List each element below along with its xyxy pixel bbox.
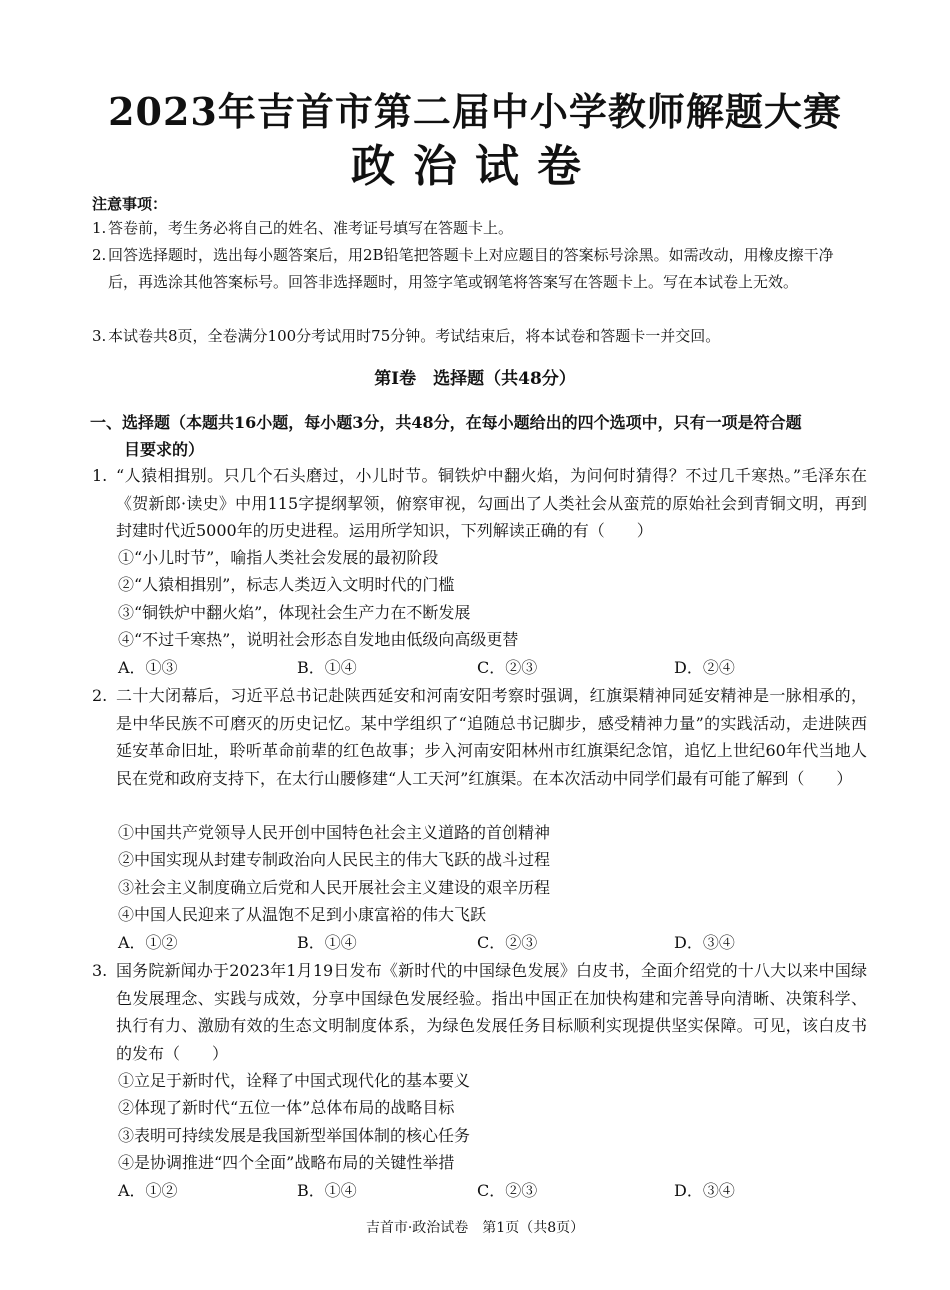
statement-option: ③社会主义制度确立后党和人民开展社会主义建设的艰辛历程 xyxy=(118,878,551,897)
question-stem: 二十大闭幕后，习近平总书记赴陕西延安和河南安阳考察时强调，红旗渠精神同延安精神是一脉相承的，是中华民族不可磨灭的历史记忆。某中学组织了“追随总书记脚步，感受精神力量”的实践活动，走进陕西延安革命旧址，聆听革命前辈的红色故事；步入河南安阳林州市红旗渠纪念馆，追忆上世纪60年代当地人民在党和政府支持下，在太行山腰修建“人工天河”红旗渠。在本次活动中同学们最有可能了解到（ ） xyxy=(116,686,867,788)
choice-d: D．③④ xyxy=(674,1181,735,1200)
statement-option: ①立足于新时代，诠释了中国式现代化的基本要义 xyxy=(118,1071,471,1090)
choice-a: A．①② xyxy=(118,1181,178,1200)
exam-title: 2023年吉首市第二届中小学教师解题大赛 xyxy=(108,89,842,134)
choice-c: C．②③ xyxy=(477,658,538,677)
question-1 xyxy=(92,462,867,545)
choice-b: B．①④ xyxy=(297,1181,357,1200)
page-footer: 吉首市·政治试卷 第1页（共8页） xyxy=(365,1220,585,1236)
note-text: 本试卷共8页，全卷满分100分考试用时75分钟。考试结束后，将本试卷和答题卡一并交回。 xyxy=(108,327,721,345)
choice-a: A．①③ xyxy=(118,658,178,677)
note-item xyxy=(92,215,862,242)
question-3 xyxy=(92,957,867,1067)
statement-option: ④“不过千寒热”，说明社会形态自发地由低级向高级更替 xyxy=(118,630,519,649)
note-item xyxy=(92,242,862,296)
note-number: 1. xyxy=(92,219,107,237)
statement-option: ③表明可持续发展是我国新型举国体制的核心任务 xyxy=(118,1126,471,1145)
exam-subject-title: 政治试卷 xyxy=(351,141,599,192)
question-number: 3. xyxy=(92,961,108,980)
notes-heading: 注意事项： xyxy=(92,195,168,213)
question-2 xyxy=(92,682,867,792)
question-number: 1. xyxy=(92,466,108,485)
answer-choices xyxy=(118,929,878,956)
statement-option: ①“小儿时节”，喻指人类社会发展的最初阶段 xyxy=(118,548,439,567)
choice-a: A．①② xyxy=(118,933,178,952)
answer-choices xyxy=(118,654,878,681)
choice-c: C．②③ xyxy=(477,1181,538,1200)
question-stem: 国务院新闻办于2023年1月19日发布《新时代的中国绿色发展》白皮书，全面介绍党的十八大以来中国绿色发展理念、实践与成效，分享中国绿色发展经验。指出中国正在加快构建和完善导向清晰、决策科学、执行有力、激励有效的生态文明制度体系，为绿色发展任务目标顺利实现提供坚实保障。可见，该白皮书的发布（ ） xyxy=(116,961,867,1063)
statement-option: ④是协调推进“四个全面”战略布局的关键性举措 xyxy=(118,1153,455,1172)
part-heading-line2: 目要求的） xyxy=(124,440,205,459)
statement-option: ③“铜铁炉中翻火焰”，体现社会生产力在不断发展 xyxy=(118,603,471,622)
note-item xyxy=(92,323,862,350)
note-text: 答卷前，考生务必将自己的姓名、准考证号填写在答题卡上。 xyxy=(108,219,514,237)
question-number: 2. xyxy=(92,686,108,705)
statement-option: ①中国共产党领导人民开创中国特色社会主义道路的首创精神 xyxy=(118,823,551,842)
choice-d: D．②④ xyxy=(674,658,735,677)
note-number: 3. xyxy=(92,327,107,345)
choice-b: B．①④ xyxy=(297,933,357,952)
choice-c: C．②③ xyxy=(477,933,538,952)
part-heading-line1: 一、选择题（本题共16小题，每小题3分，共48分，在每小题给出的四个选项中，只有一项是符合题 xyxy=(90,413,802,432)
question-stem: “人猿相揖别。只几个石头磨过，小儿时节。铜铁炉中翻火焰，为问何时猜得？不过几千寒热。”毛泽东在《贺新郎·读史》中用115字提纲挈领，俯察审视，勾画出了人类社会从蛮荒的原始社会到青铜文明，再到封建时代近5000年的历史进程。运用所学知识，下列解读正确的有（ ） xyxy=(116,466,867,540)
choice-d: D．③④ xyxy=(674,933,735,952)
answer-choices xyxy=(118,1177,878,1204)
statement-option: ②体现了新时代“五位一体”总体布局的战略目标 xyxy=(118,1098,455,1117)
statement-option: ④中国人民迎来了从温饱不足到小康富裕的伟大飞跃 xyxy=(118,905,487,924)
statement-option: ②“人猿相揖别”，标志人类迈入文明时代的门槛 xyxy=(118,575,455,594)
statement-option: ②中国实现从封建专制政治向人民民主的伟大飞跃的战斗过程 xyxy=(118,850,551,869)
section-title: 第I卷 选择题（共48分） xyxy=(374,369,576,389)
choice-b: B．①④ xyxy=(297,658,357,677)
note-number: 2. xyxy=(92,246,107,264)
note-text: 回答选择题时，选出每小题答案后，用2B铅笔把答题卡上对应题目的答案标号涂黑。如需改动，用橡皮擦干净后，再选涂其他答案标号。回答非选择题时，用签字笔或钢笔将答案写在答题卡上。写在本试卷上无效。 xyxy=(108,246,834,291)
part-heading xyxy=(90,409,870,463)
